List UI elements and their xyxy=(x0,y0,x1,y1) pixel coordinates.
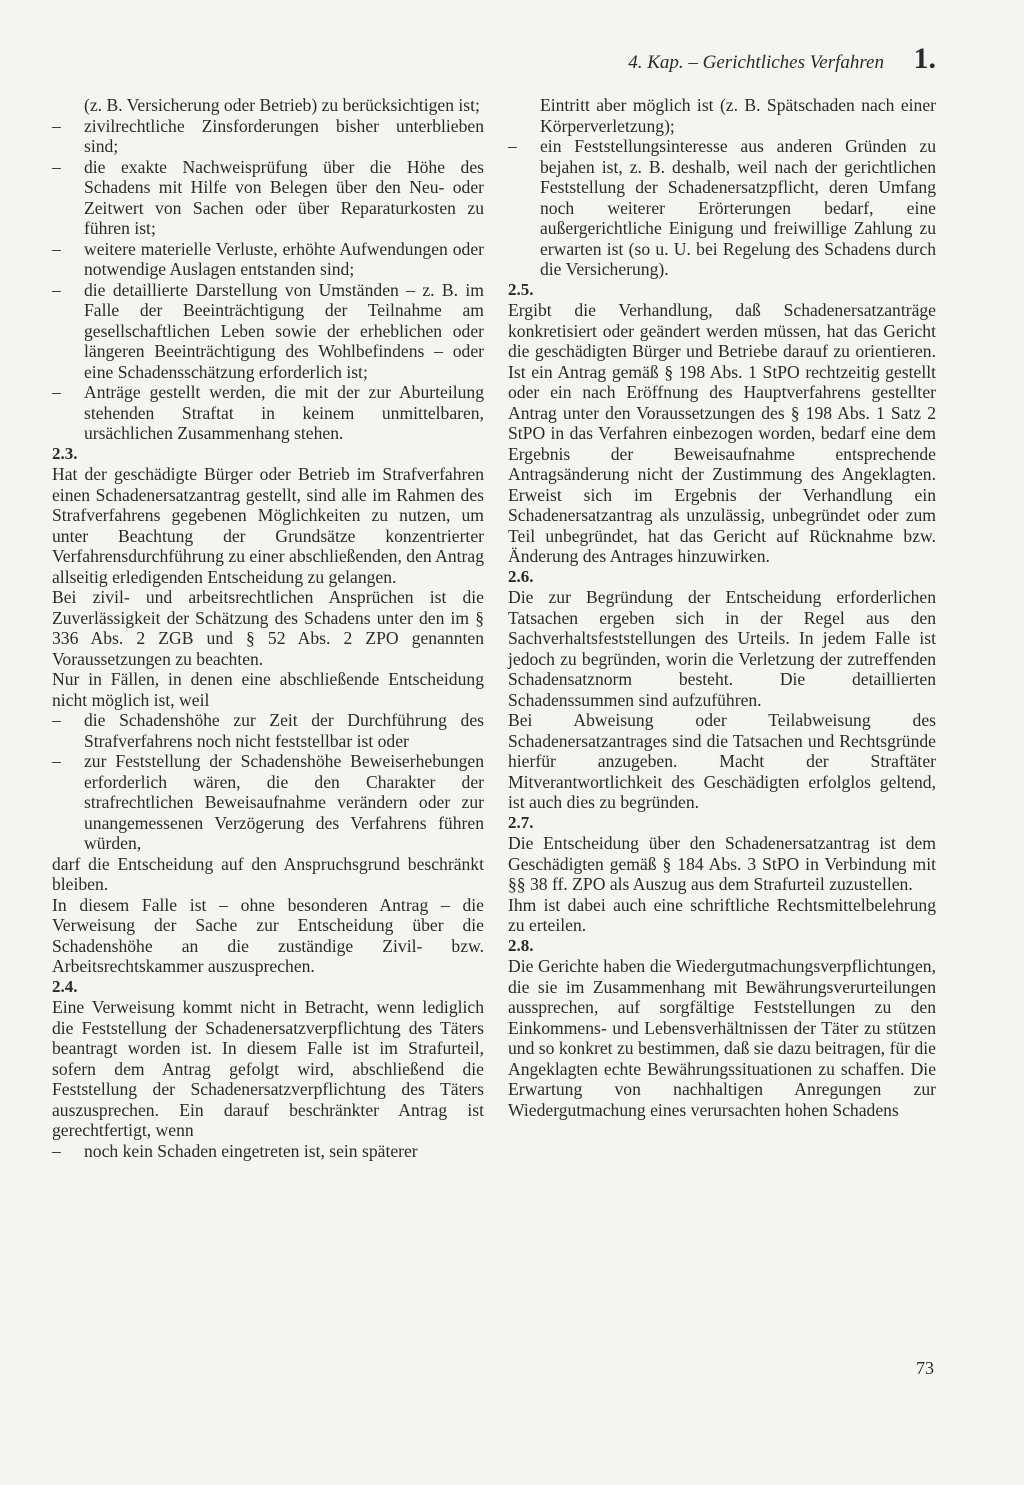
paragraph: In diesem Falle ist – ohne besonderen Antrag – die Verweisung der Sache zur Entscheidung über die Schadenshöhe an die zuständige Zivil- bzw. Arbeitsrechtskammer auszusprechen. xyxy=(52,894,484,976)
continued-text: Eintritt aber möglich ist (z. B. Spätschaden nach einer Körperverletzung); xyxy=(540,95,936,136)
left-column xyxy=(52,95,484,1161)
paragraph: Bei zivil- und arbeitsrechtlichen Ansprüchen ist die Zuverlässigkeit der Schätzung des Schadens unter den im § 336 Abs. 2 ZGB und § 52 Abs. 2 ZPO genannten Voraussetzungen zu beachten. xyxy=(52,587,484,669)
list-item: – die exakte Nachweisprüfung über die Höhe des Schadens mit Hilfe von Belegen über den Neu- oder Zeitwert von Sachen oder über Reparaturkosten zu führen ist; xyxy=(52,157,484,239)
list-item: – weitere materielle Verluste, erhöhte Aufwendungen oder notwendige Auslagen entstanden sind; xyxy=(52,239,484,280)
paragraph: Eine Verweisung kommt nicht in Betracht, wenn lediglich die Feststellung der Schadenersatzverpflichtung des Täters beantragt worden ist. In diesem Falle ist im Strafurteil, sofern dem Antrag gefolgt wird, abschließend die Feststellung der Schadenersatzverpflichtung des Täters auszusprechen. Ein darauf beschränkter Antrag ist gerechtfertigt, wenn xyxy=(52,997,484,1140)
paragraph: Die zur Begründung der Entscheidung erforderlichen Tatsachen ergeben sich in der Regel aus den Sachverhaltsfeststellungen des Urteils. In jedem Falle ist jedoch zu begründen, worin die Verletzung der zutreffenden Schadensatznorm besteht. Die detaillierten Schadenssummen sind aufzuführen. xyxy=(508,587,936,710)
paragraph: Die Gerichte haben die Wiedergutmachungsverpflichtungen, die sie im Zusammenhang mit Bewährungsverurteilungen aussprechen, auf sorgfältige Feststellungen zu den Einkommens- und Lebensverhältnissen der Täter zu stützen und so konkret zu bestimmen, daß sie dazu beitragen, für die Angeklagten echte Bewährungssituationen zu schaffen. Die Erwartung von nachhaltigen Anregungen zur Wiedergutmachung eines verursachten hohen Schadens xyxy=(508,956,936,1120)
paragraph: Hat der geschädigte Bürger oder Betrieb im Strafverfahren einen Schadenersatzantrag gestellt, sind alle im Rahmen des Strafverfahrens gegebenen Möglichkeiten zu nutzen, um unter Beachtung der Grundsätze konzentrierter Verfahrensdurchführung zu einer abschließenden, den Antrag allseitig erledigenden Entscheidung zu gelangen. xyxy=(52,464,484,587)
paragraph: Ergibt die Verhandlung, daß Schadenersatzanträge konkretisiert oder geändert werden müssen, hat das Gericht die geschädigten Bürger und Betriebe darauf zu orientieren. Ist ein Antrag gemäß § 198 Abs. 1 StPO rechtzeitig gestellt oder ein nach Eröffnung des Hauptverfahrens gestellter Antrag unter den Voraussetzungen des § 198 Abs. 1 Satz 2 StPO in das Verfahren einbezogen worden, bedarf eine dem Ergebnis der Beweisaufnahme entsprechende Antragsänderung nicht der Zustimmung des Angeklagten. Erweist sich im Ergebnis der Verhandlung ein Schadenersatzantrag als unzulässig, unbegründet oder zum Teil unbegründet, hat das Gericht auf Rücknahme bzw. Änderung des Antrages hinzuwirken. xyxy=(508,300,936,566)
section-heading-2-6: 2.6. xyxy=(508,566,534,586)
paragraph: Ihm ist dabei auch eine schriftliche Rechtsmittelbelehrung zu erteilen. xyxy=(508,894,936,935)
running-header xyxy=(560,42,940,82)
list-item: – die Schadenshöhe zur Zeit der Durchführung des Strafverfahrens noch nicht feststellbar ist oder xyxy=(52,710,484,751)
section-heading-2-5: 2.5. xyxy=(508,279,534,299)
chapter-title: 4. Kap. – Gerichtliches Verfahren xyxy=(628,52,884,73)
section-heading-2-4: 2.4. xyxy=(52,976,78,996)
section-heading-2-3: 2.3. xyxy=(52,443,78,463)
paragraph: Nur in Fällen, in denen eine abschließende Entscheidung nicht möglich ist, weil xyxy=(52,669,484,710)
right-column xyxy=(508,95,936,1120)
list-item: – Anträge gestellt werden, die mit der zur Aburteilung stehenden Straftat in keinem unmittelbaren, ursächlichen Zusammenhang stehen. xyxy=(52,382,484,444)
section-heading-2-8: 2.8. xyxy=(508,935,534,955)
chapter-number: 1. xyxy=(913,42,936,75)
page-number: 73 xyxy=(916,1358,934,1378)
list-item: – noch kein Schaden eingetreten ist, sein späterer xyxy=(52,1141,484,1162)
list-item: – die detaillierte Darstellung von Umständen – z. B. im Falle der Beeinträchtigung der Teilnahme am gesellschaftlichen Leben sowie der erheblichen oder längeren Beeinträchtigung des Wohlbefindens – oder eine Schadensschätzung erforderlich ist; xyxy=(52,280,484,383)
paragraph: darf die Entscheidung auf den Anspruchsgrund beschränkt bleiben. xyxy=(52,853,484,894)
list-item: – ein Feststellungsinteresse aus anderen Gründen zu bejahen ist, z. B. deshalb, weil nach der gerichtlichen Feststellung der Schadenersatzpflicht, deren Umfang noch weiterer Erörterungen bedarf, eine außergerichtliche Einigung und freiwillige Zahlung zu erwarten ist (so u. U. bei Regelung des Schadens durch die Versicherung). xyxy=(508,136,936,280)
paragraph: Die Entscheidung über den Schadenersatzantrag ist dem Geschädigten gemäß § 184 Abs. 3 StPO in Verbindung mit §§ 38 ff. ZPO als Auszug aus dem Strafurteil zuzustellen. xyxy=(508,833,936,894)
list-item: – zur Feststellung der Schadenshöhe Beweiserhebungen erforderlich wären, die den Charakter der strafrechtlichen Beweisaufnahme verändern oder zur unangemessenen Verzögerung des Verfahrens führen würden, xyxy=(52,751,484,854)
section-heading-2-7: 2.7. xyxy=(508,812,534,832)
continued-text: (z. B. Versicherung oder Betrieb) zu berücksichtigen ist; xyxy=(84,95,480,115)
list-item: – zivilrechtliche Zinsforderungen bisher unterblieben sind; xyxy=(52,116,484,157)
paragraph: Bei Abweisung oder Teilabweisung des Schadenersatzantrages sind die Tatsachen und Rechtsgründe hierfür anzugeben. Macht der Straftäter Mitverantwortlichkeit des Geschädigten erfolglos geltend, ist auch dies zu begründen. xyxy=(508,710,936,812)
